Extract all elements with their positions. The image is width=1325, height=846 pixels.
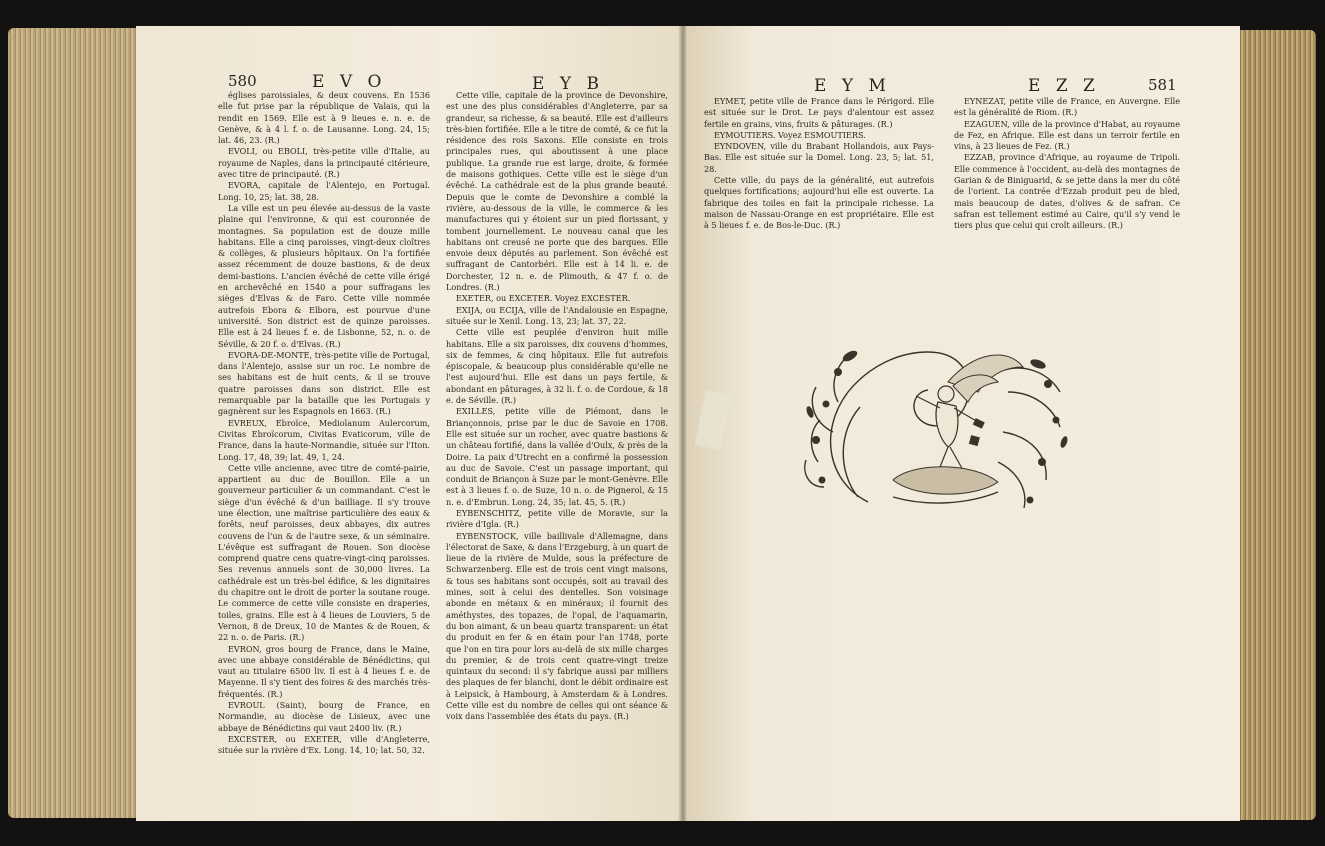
entry-paragraph: EXETER, ou EXCETER. Voyez EXCESTER. (456, 293, 631, 304)
running-head-evo: E V O (312, 72, 387, 92)
entry-paragraph: EVREUX, Ebroïce, Mediolanum Aulercorum, Civitas Ebroïcorum, Civitas Evaticorum, ville de France, dans la haute-Normandie, située sur l'Iton. Long. 17, 48, 39; lat. 49, 1, 24. (218, 417, 430, 462)
entry-paragraph: EXCESTER, ou EXETER, ville d'Angleterre, située sur la rivière d'Ex. Long. 14, 10; lat. 50, 32. (218, 733, 430, 756)
entry-paragraph: EYBENSCHITZ, petite ville de Moravie, sur la rivière d'Igla. (R.) (446, 507, 668, 530)
page-number-right: 581 (1148, 76, 1177, 94)
entry-paragraph: EXILLES, petite ville de Piémont, dans le Briançonnois, prise par le duc de Savoie en 1708. Elle est située sur un rocher, avec quatre bastions & un château fortifié, dans la vallée d'Oulx, & près de la Doire. La paix d'Utrecht en a confirmé la possession au duc de Savoie. C'est un passage important, qui conduit de Briançon à Suze par le mont-Genèvre. Elle est à 3 lieues f. o. de Suze, 10 n. o. de Pignerol, & 15 n. e. d'Embrun. Long. 24, 35; lat. 45, 5. (R.) (446, 406, 668, 507)
entry-paragraph: EZAGUEN, ville de la province d'Habat, au royaume de Fez, en Afrique. Elle est dans un terroir fertile en vins, à 23 lieues de Fez. (R.) (954, 118, 1180, 152)
entry-paragraph: EYNEZAT, petite ville de France, en Auvergne. Elle est la généralité de Riom. (R.) (954, 96, 1180, 118)
right-column-2 (954, 96, 1180, 232)
running-head-eyb: E Y B (532, 74, 604, 94)
entry-paragraph: Cette ville ancienne, avec titre de comté-pairie, appartient au duc de Bouillon. Elle a un gouverneur particulier & un commandant. C'est le siège d'un évêché & d'un bailliage. Il s'y trouve une élection, une maîtrise particulière des eaux & forêts, neuf paroisses, deux abbayes, dix autres couvens de l'un & de l'autre sexe, & un séminaire. L'évêque est suffragant de Rouen. Son diocèse comprend quatre cens quatre-vingt-cinq paroisses. Ses revenus annuels sont de 30,000 livres. La cathédrale est un très-bel édifice, & les dignitaires du chapitre ont le droit de porter la soutane rouge. Le commerce de cette ville consiste en draperies, toiles, grains. Elle est à 4 lieues de Louviers, 5 de Vernon, 8 de Dreux, 10 de Mantes & de Rouen, & 22 n. o. de Paris. (R.) (218, 462, 430, 643)
book-fore-edge-right (1238, 30, 1316, 820)
entry-paragraph: EYBENSTOCK, ville baillivale d'Allemagne, dans l'électorat de Saxe, & dans l'Erzgeburg, à un quart de lieue de la rivière de Mulde, sous la préfecture de Schwarzenberg. Elle est de trois cent vingt maisons, & tous ses habitans sont occupés, soit au travail des mines, soit à celui des dentelles. Son voisinage abonde en métaux & en minéraux; il fournit des améthystes, des topazes, de l'opal, de l'aquamarin, du bon aimant, & un beau quartz transparent: un état du produit en fer & en étain pour l'an 1748, porte que l'on en tira pour lors au-delà de six mille charges du premier, & de trois cent quatre-vingt treize quintaux du second: il s'y fabrique aussi par milliers des plaques de fer blanchi, dont le débit ordinaire est à Leipsick, à Hambourg, à Amsterdam & à Londres. Cette ville est du nombre de celles qui ont séance & voix dans l'assemblée des états du pays. (R.) (446, 530, 668, 722)
entry-paragraph: EYMET, petite ville de France dans le Périgord. Elle est située sur le Drot. Le pays d'alentour est assez fertile en grains, vins, fruits & pâturages. (R.) (704, 96, 934, 129)
running-head-eym: E Y M (814, 76, 891, 96)
right-column-1 (704, 96, 934, 232)
entry-paragraph: EVOLI, ou EBOLI, très-petite ville d'Italie, au royaume de Naples, dans la principauté citérieure, avec titre de principauté. (R.) (218, 146, 430, 180)
page-number-left: 580 (228, 72, 257, 90)
entry-paragraph: EZZAB, province d'Afrique, au royaume de Tripoli. Elle commence à l'occident, au-delà des montagnes de Garian & de Biniguarid, & se jette dans la mer du côté de l'orient. La contrée d'Ezzab produit peu de bled, mais beaucoup de dates, d'olives & de safran. Ce safran est tellement estimé au Caire, qu'il s'y vend le tiers plus que celui qui croît ailleurs. (R.) (954, 152, 1180, 231)
running-head-ezz: E Z Z (1028, 76, 1100, 96)
entry-paragraph: Cette ville est peuplée d'environ huit mille habitans. Elle a six paroisses, dix couvens d'hommes, six de femmes, & cinq hôpitaux. Elle fut autrefois épiscopale, & beaucoup plus considérable qu'elle ne l'est aujourd'hui. Elle est dans un pays fertile, & abondant en pâturages, à 32 li. f. o. de Cordoue, & 18 e. de Séville. (R.) (446, 327, 668, 406)
entry-paragraph: EVROUL (Saint), bourg de France, en Normandie, au diocèse de Lisieux, avec une abbaye de Bénédictins qui vaut 2400 liv. (R.) (218, 700, 430, 733)
entry-paragraph: Cette ville, du pays de la généralité, eut autrefois quelques fortifications; aujourd'hui elle est ouverte. La fabrique des toiles en fait la principale richesse. La maison de Nassau-Orange en est propriétaire. Elle est à 5 lieues f. e. de Bos-le-Duc. (R.) (704, 175, 934, 231)
left-column-2 (446, 90, 668, 723)
book-gutter (678, 26, 688, 821)
left-column-1 (218, 90, 430, 757)
entry-paragraph: Cette ville, capitale de la province de Devonshire, est une des plus considérables d'Angleterre, par sa grandeur, sa richesse, & sa beauté. Elle est d'ailleurs très-bien fortifiée. Elle a le titre de comté, & ce fut la résidence des rois Saxons. Elle consiste en trois principales rues, qui aboutissent à une place publique. La grande rue est large, droite, & formée de maisons gothiques. Cette ville est le siège d'un évêché. La cathédrale est de la plus grande beauté. Depuis que le comte de Devonshire a comblé la rivière, au-dessous de la ville, le commerce & les manufactures qui y étoient sur un pied florissant, y tombent journellement. Le nouveau canal que les habitans ont creusé ne porte que des barques. Elle envoie deux députés au parlement. Son évêché est suffragant de Cantorbéri. Elle est à 14 li. e. de Dorchester, 12 n. e. de Plimouth, & 47 f. o. de Londres. (R.) (446, 90, 668, 293)
book-fore-edge-left (8, 28, 138, 818)
entry-paragraph: églises paroissiales, & deux couvens. En 1536 elle fut prise par la république de Valais, qui la rendit en 1569. Elle est à 9 lieues e. n. e. de Genève, & à 4 l. f. o. de Lausanne. Long. 24, 15; lat. 46, 23. (R.) (218, 90, 430, 146)
ornament-vignette (798, 312, 1076, 520)
entry-paragraph: EXIJA, ou ECIJA, ville de l'Andalousie en Espagne, située sur le Xenil. Long. 13, 23; lat. 37, 22. (446, 304, 668, 326)
entry-paragraph: EYMOUTIERS. Voyez ESMOUTIERS. (714, 129, 866, 140)
entry-paragraph: EVRON, gros bourg de France, dans le Maine, avec une abbaye considérable de Bénédictins, qui vaut au titulaire 6500 liv. Il est à 4 lieues f. e. de Mayenne. Il s'y tient des foires & des marchés très-fréquentés. (R.) (218, 643, 430, 699)
entry-paragraph: EVORA-DE-MONTE, très-petite ville de Portugal, dans l'Alentejo, assise sur un roc. Le nombre de ses habitans est de huit cents, & il se trouve quatre paroisses dans son district. Elle est remarquable par la bataille que les Portugais y gagnèrent sur les Espagnols en 1663. (R.) (218, 349, 430, 417)
entry-paragraph: EYNDOVEN, ville du Brabant Hollandois, aux Pays-Bas. Elle est située sur la Domel. Long. 23, 5; lat. 51, 28. (704, 141, 934, 174)
entry-paragraph: EVORA, capitale de l'Alentejo, en Portugal. Long. 10, 25; lat. 38, 28. (218, 180, 430, 202)
entry-paragraph: La ville est un peu élevée au-dessus de la vaste plaine qui l'environne, & qui est couronnée de montagnes. Sa population est de douze mille habitans. Elle a cinq paroisses, vingt-deux cloîtres & collèges, & plusieurs hôpitaux. On l'a fortifiée assez récemment de douze bastions, & de deux demi-bastions. L'ancien évêché de cette ville érigé en archevêché en 1540 a pour suffragans les sièges d'Elvas & de Faro. Cette ville nommée autrefois Ebora & Elbora, est pourvue d'une université. Son district est de quinze paroisses. Elle est à 24 lieues f. e. de Lisbonne, 52, n. o. de Séville, & 20 f. o. d'Elvas. (R.) (218, 202, 430, 349)
